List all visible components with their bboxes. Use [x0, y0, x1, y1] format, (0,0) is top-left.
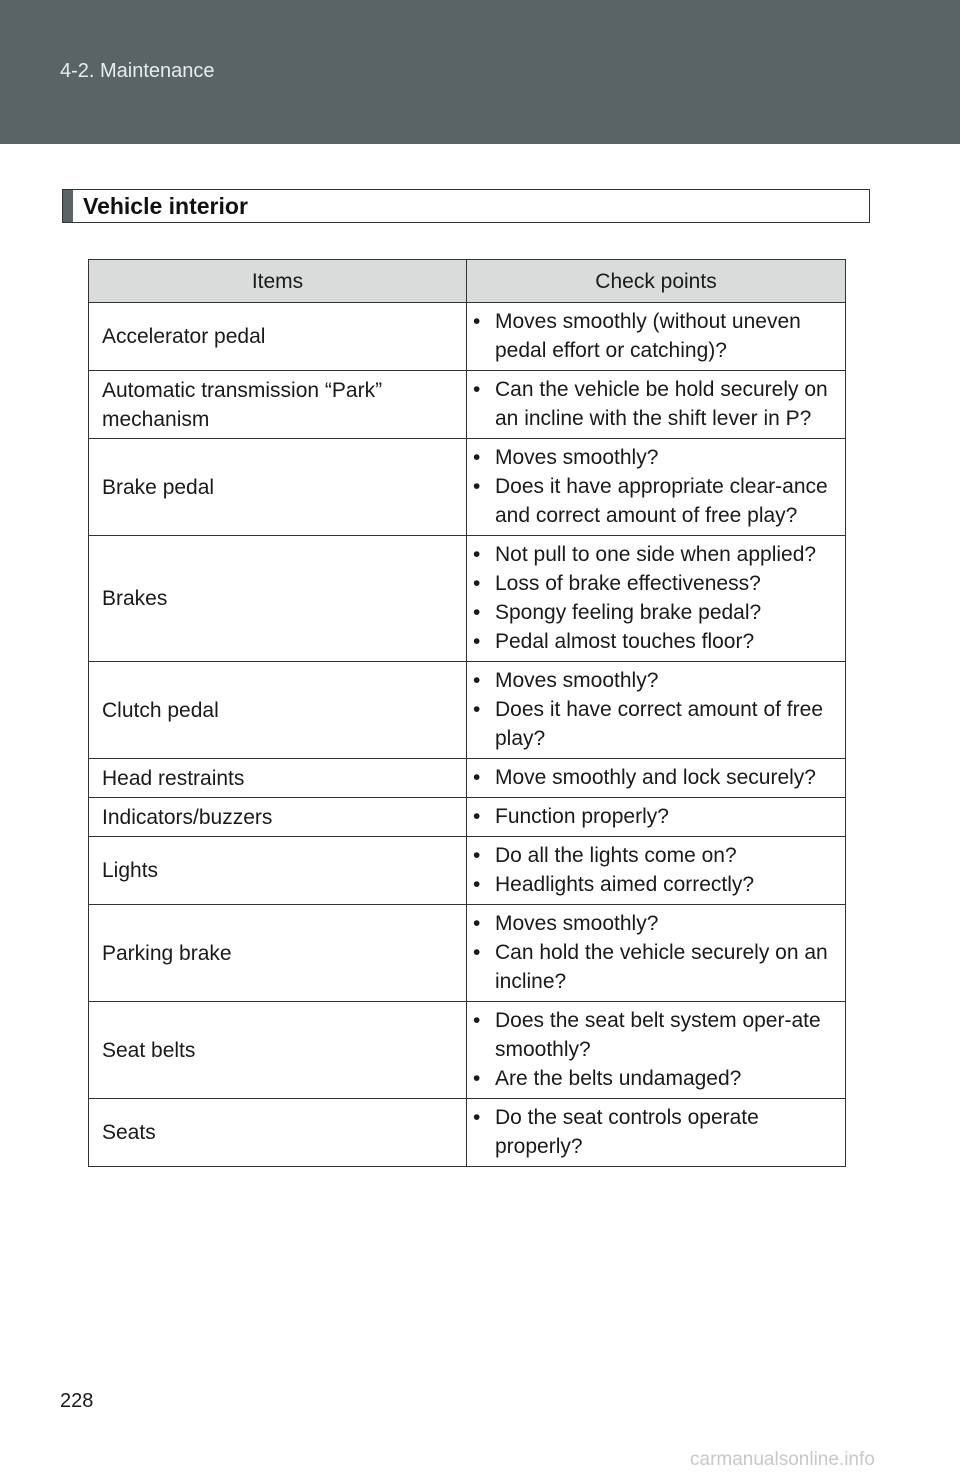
- table-row: [89, 905, 846, 1002]
- table-row: [89, 662, 846, 759]
- item-cell: Clutch pedal: [89, 662, 467, 759]
- item-cell: Brake pedal: [89, 439, 467, 536]
- table-row: [89, 759, 846, 798]
- page-header: [0, 0, 960, 144]
- section-title: Vehicle interior: [83, 193, 248, 219]
- item-cell: Automatic transmission “Park” mechanism: [89, 371, 467, 439]
- check-point: • Can hold the vehicle securely on an incline?: [471, 938, 839, 996]
- check-point: • Are the belts undamaged?: [471, 1064, 839, 1093]
- table-row: [89, 536, 846, 662]
- check-point: • Moves smoothly (without uneven pedal effort or catching)?: [471, 307, 839, 365]
- check-point: • Loss of brake effectiveness?: [471, 569, 839, 598]
- check-point: • Moves smoothly?: [471, 909, 839, 938]
- check-point: • Not pull to one side when applied?: [471, 540, 839, 569]
- table-row: [89, 837, 846, 905]
- check-points-cell: [467, 1002, 846, 1099]
- check-point: • Does it have appropriate clear-ance and correct amount of free play?: [471, 472, 839, 530]
- check-points-cell: [467, 837, 846, 905]
- check-points-cell: [467, 662, 846, 759]
- check-points-cell: [467, 798, 846, 837]
- table-row: [89, 798, 846, 837]
- table-row: [89, 371, 846, 439]
- column-header-items: Items: [89, 260, 467, 303]
- check-point: • Moves smoothly?: [471, 443, 839, 472]
- check-point: • Does it have correct amount of free play?: [471, 695, 839, 753]
- item-cell: Brakes: [89, 536, 467, 662]
- check-points-cell: [467, 371, 846, 439]
- item-cell: Head restraints: [89, 759, 467, 798]
- section-accent: [63, 190, 73, 222]
- table-row: [89, 1099, 846, 1167]
- check-point: • Headlights aimed correctly?: [471, 870, 839, 899]
- watermark: carmanualsonline.info: [690, 1449, 875, 1470]
- table-row: [89, 303, 846, 371]
- table-row: [89, 1002, 846, 1099]
- check-point: • Does the seat belt system oper-ate smoothly?: [471, 1006, 839, 1064]
- check-points-cell: [467, 1099, 846, 1167]
- item-cell: Seats: [89, 1099, 467, 1167]
- column-header-check-points: Check points: [467, 260, 846, 303]
- check-point: • Can the vehicle be hold securely on an incline with the shift lever in P?: [471, 375, 839, 433]
- item-cell: Indicators/buzzers: [89, 798, 467, 837]
- item-cell: Seat belts: [89, 1002, 467, 1099]
- item-cell: Lights: [89, 837, 467, 905]
- item-cell: Accelerator pedal: [89, 303, 467, 371]
- check-table: [88, 259, 846, 1167]
- check-point: • Do all the lights come on?: [471, 841, 839, 870]
- check-points-cell: [467, 303, 846, 371]
- check-point: • Move smoothly and lock securely?: [471, 763, 839, 792]
- check-point: • Pedal almost touches floor?: [471, 627, 839, 656]
- check-points-cell: [467, 905, 846, 1002]
- check-points-cell: [467, 759, 846, 798]
- table-row: [89, 439, 846, 536]
- check-points-cell: [467, 536, 846, 662]
- section-heading: [62, 189, 870, 223]
- check-point: • Function properly?: [471, 802, 839, 831]
- table-header-row: [89, 260, 846, 303]
- check-point: • Do the seat controls operate properly?: [471, 1103, 839, 1161]
- check-point: • Moves smoothly?: [471, 666, 839, 695]
- check-point: • Spongy feeling brake pedal?: [471, 598, 839, 627]
- item-cell: Parking brake: [89, 905, 467, 1002]
- page-number: 228: [60, 1390, 94, 1412]
- breadcrumb: 4-2. Maintenance: [60, 60, 215, 82]
- check-points-cell: [467, 439, 846, 536]
